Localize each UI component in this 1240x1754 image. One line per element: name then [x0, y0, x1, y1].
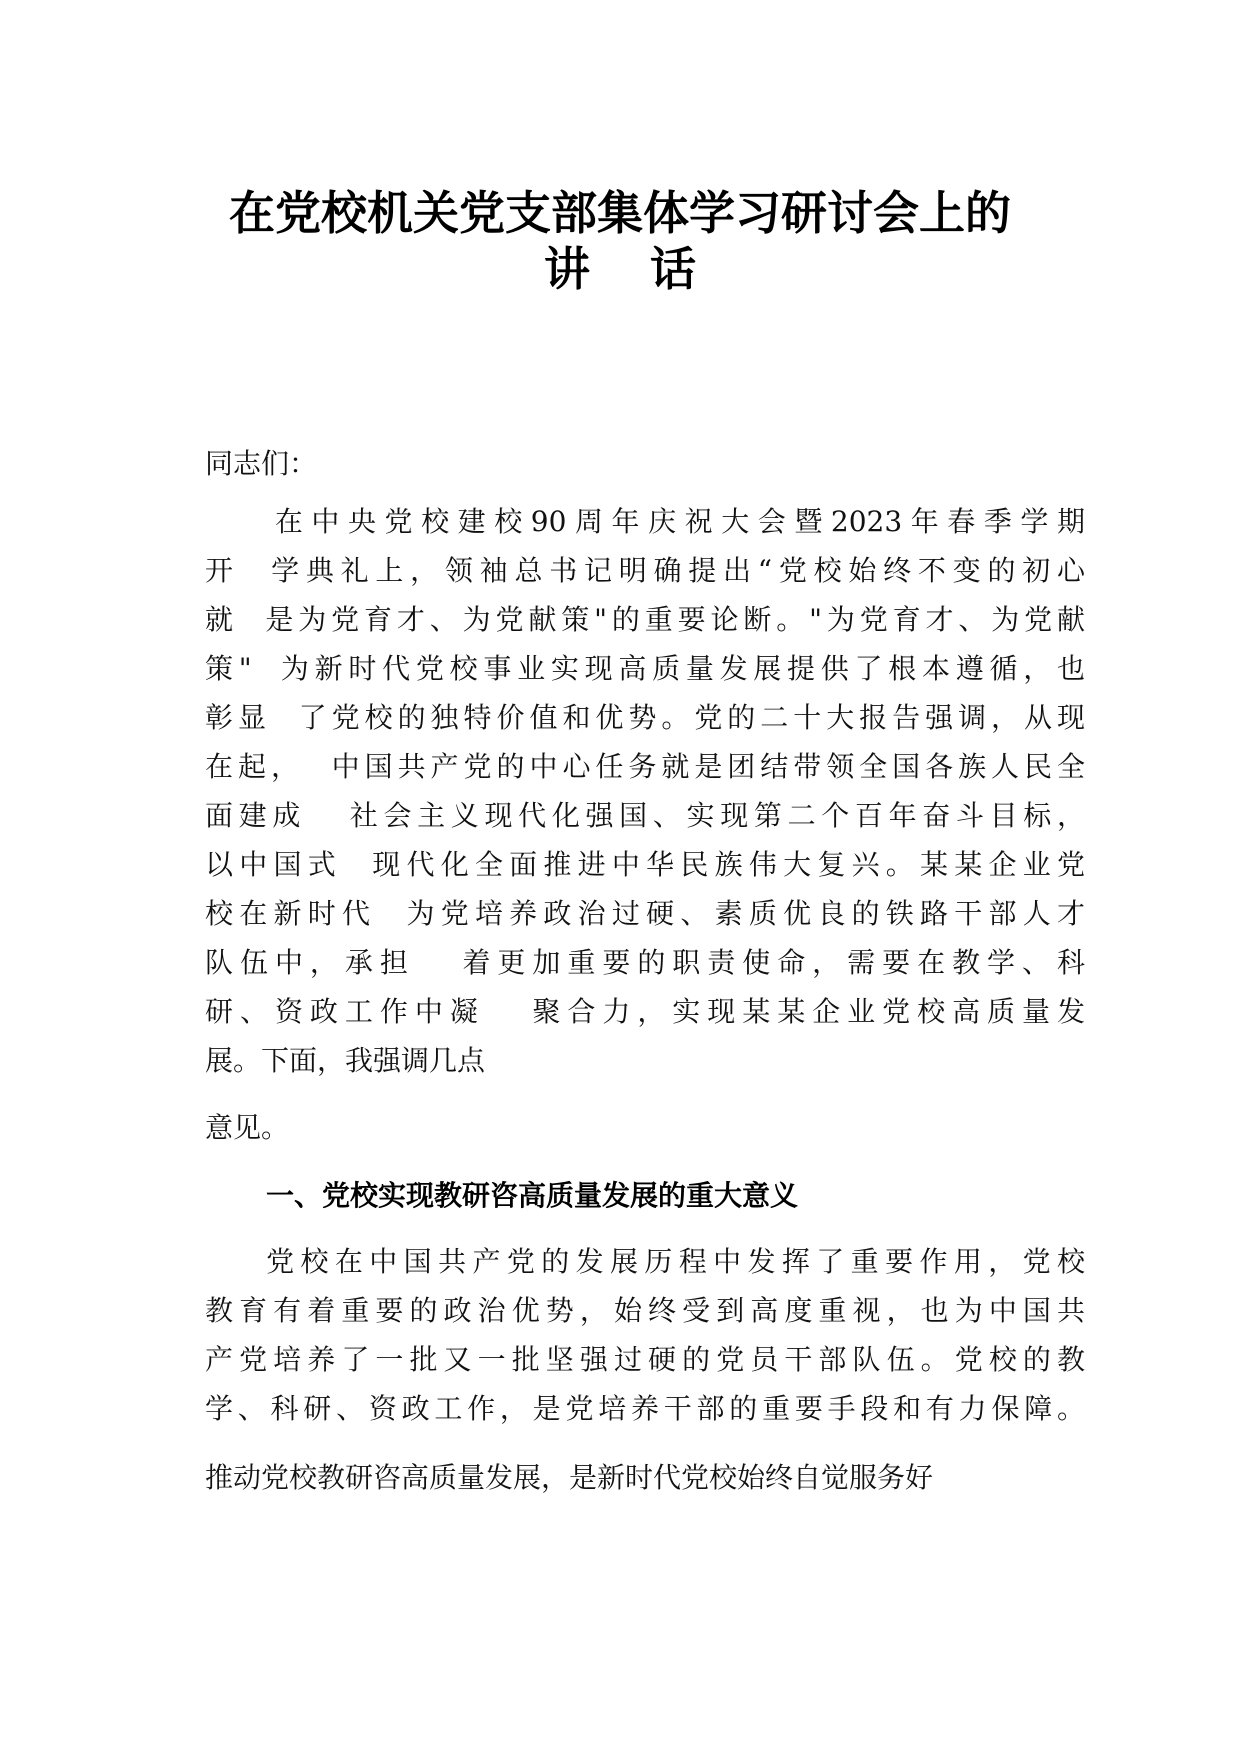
paragraph1-tail: 意见。 [205, 1111, 290, 1144]
salutation: 同志们： [205, 447, 318, 480]
paragraph2-line: 学、科研、资政工作，是党培养干部的重要手段和有力保障。 [205, 1392, 1085, 1425]
paragraph1-line: 在中央党校建校90周年庆祝大会暨2023年春季学期 [205, 505, 1085, 538]
section-heading-1: 一、党校实现教研咨高质量发展的重大意义 [266, 1179, 799, 1212]
paragraph1-line: 研、资政工作中凝 聚合力，实现某某企业党校高质量发 [205, 995, 1085, 1028]
paragraph1-line: 展。下面，我强调几点 [205, 1044, 486, 1077]
paragraph1-line: 队伍中，承担 着更加重要的职责使命，需要在教学、科 [205, 946, 1085, 979]
document-title-line-2: 讲话 [544, 242, 756, 296]
paragraph2-line: 党校在中国共产党的发展历程中发挥了重要作用，党校 [205, 1245, 1085, 1278]
paragraph1-line: 彰显 了党校的独特价值和优势。党的二十大报告强调，从现 [205, 701, 1085, 734]
document-title-line-1: 在党校机关党支部集体学习研讨会上的 [229, 186, 1011, 240]
paragraph1-line: 策" 为新时代党校事业实现高质量发展提供了根本遵循，也 [205, 652, 1085, 685]
paragraph1-line: 面建成 社会主义现代化强国、实现第二个百年奋斗目标， [205, 799, 1085, 832]
paragraph1-line: 就 是为党育才、为党献策"的重要论断。"为党育才、为党献 [205, 603, 1085, 636]
paragraph1-line: 以中国式 现代化全面推进中华民族伟大复兴。某某企业党 [205, 848, 1085, 881]
paragraph1-line: 校在新时代 为党培养政治过硬、素质优良的铁路干部人才 [205, 897, 1085, 930]
paragraph2-line: 产党培养了一批又一批坚强过硬的党员干部队伍。党校的教 [205, 1343, 1085, 1376]
paragraph1-line: 开 学典礼上，领袖总书记明确提出“党校始终不变的初心 [205, 554, 1085, 587]
paragraph1-line: 在起， 中国共产党的中心任务就是团结带领全国各族人民全 [205, 750, 1085, 783]
paragraph2-line: 教育有着重要的政治优势，始终受到高度重视，也为中国共 [205, 1294, 1085, 1327]
paragraph3-line: 推动党校教研咨高质量发展，是新时代党校始终自觉服务好 [205, 1461, 934, 1494]
